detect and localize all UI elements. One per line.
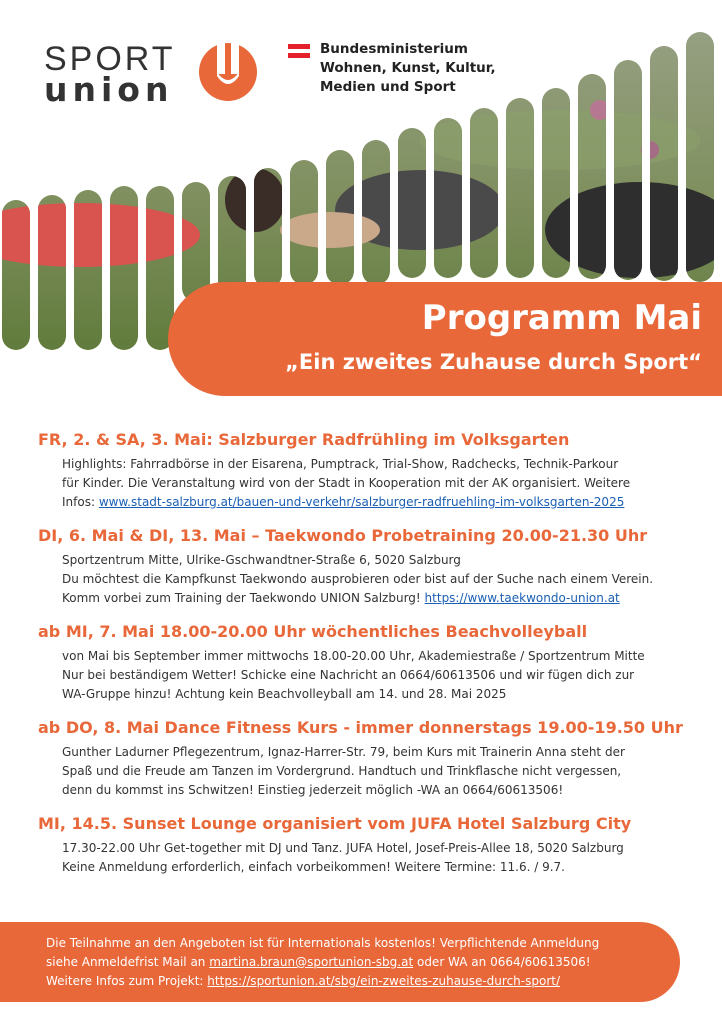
- event-description-line: Gunther Ladurner Pflegezentrum, Ignaz-Harrer-Str. 79, beim Kurs mit Trainerin Anna steht der: [62, 745, 625, 759]
- event-description-line: Sportzentrum Mitte, Ulrike-Gschwandtner-Straße 6, 5020 Salzburg: [62, 553, 461, 567]
- footer-text-fragment: oder WA an 0664/60613506!: [413, 955, 591, 969]
- event-info-label: Komm vorbei zum Training der Taekwondo UNION Salzburg!: [62, 591, 425, 605]
- ministry-line: Bundesministerium: [320, 41, 468, 57]
- footer-line: [46, 972, 599, 991]
- event-radfruehling: [38, 430, 698, 512]
- event-link[interactable]: www.stadt-salzburg.at/bauen-und-verkehr/salzburger-radfruehling-im-volksgarten-2025: [98, 495, 625, 509]
- event-title: DI, 6. Mai & DI, 13. Mai – Taekwondo Probetraining 20.00-21.30 Uhr: [38, 526, 648, 545]
- union-u-icon: [198, 42, 258, 102]
- event-title: FR, 2. & SA, 3. Mai: Salzburger Radfrühling im Volksgarten: [38, 430, 570, 449]
- ministry-line: Wohnen, Kunst, Kultur,: [320, 60, 496, 76]
- event-title: MI, 14.5. Sunset Lounge organisiert vom JUFA Hotel Salzburg City: [38, 814, 632, 833]
- footer-banner: [0, 922, 680, 1002]
- footer-project-link[interactable]: https://sportunion.at/sbg/ein-zweites-zuhause-durch-sport/: [207, 974, 561, 988]
- ministry-name: [320, 40, 496, 97]
- event-description-line: Keine Anmeldung erforderlich, einfach vorbeikommen! Weitere Termine: 11.6. / 9.7.: [62, 860, 565, 874]
- event-taekwondo: [38, 526, 698, 608]
- sport-union-logo: [44, 40, 264, 110]
- austria-flag-icon: [288, 44, 310, 58]
- event-description-line: [62, 493, 698, 512]
- footer-line: Die Teilnahme an den Angeboten ist für Internationals kostenlos! Verpflichtende Anmeldung: [46, 936, 600, 950]
- event-description-line: Du möchtest die Kampfkunst Taekwondo ausprobieren oder bist auf der Suche nach einem Verein.: [62, 572, 654, 586]
- event-description-line: WA-Gruppe hinzu! Achtung kein Beachvolleyball am 14. und 28. Mai 2025: [62, 687, 507, 701]
- footer-text-fragment: siehe Anmeldefrist Mail an: [46, 955, 210, 969]
- event-description-line: Highlights: Fahrradbörse in der Eisarena, Pumptrack, Trial-Show, Radchecks, Technik-Parkour: [62, 457, 619, 471]
- event-description-line: für Kinder. Die Veranstaltung wird von der Stadt in Kooperation mit der AK organisiert. Weitere: [62, 476, 631, 490]
- event-title: ab DO, 8. Mai Dance Fitness Kurs - immer donnerstags 19.00-19.50 Uhr: [38, 718, 683, 737]
- event-beachvolleyball: [38, 622, 698, 704]
- ministry-line: Medien und Sport: [320, 79, 456, 95]
- page-subtitle: „Ein zweites Zuhause durch Sport“: [285, 350, 702, 374]
- event-description-line: denn du kommst ins Schwitzen! Einstieg jederzeit möglich -WA an 0664/60613506!: [62, 783, 564, 797]
- event-description-line: von Mai bis September immer mittwochs 18.00-20.00 Uhr, Akademiestraße / Sportzentrum Mitte: [62, 649, 645, 663]
- event-link[interactable]: https://www.taekwondo-union.at: [424, 591, 620, 605]
- page-title: Programm Mai: [421, 298, 702, 338]
- logo-sport-text: SPORT: [44, 40, 176, 78]
- event-dance-fitness: [38, 718, 698, 800]
- event-list: [38, 430, 698, 891]
- event-description-line: Spaß und die Freude am Tanzen im Vordergrund. Handtuch und Trinkflasche nicht vergessen,: [62, 764, 622, 778]
- event-info-label: Infos:: [62, 495, 99, 509]
- footer-text: [46, 934, 599, 991]
- event-sunset-lounge: [38, 814, 698, 877]
- footer-email-link[interactable]: martina.braun@sportunion-sbg.at: [209, 955, 414, 969]
- event-description-line: Nur bei beständigem Wetter! Schicke eine Nachricht an 0664/60613506 und wir fügen dich zur: [62, 668, 635, 682]
- event-description-line: [62, 589, 698, 608]
- event-title: ab MI, 7. Mai 18.00-20.00 Uhr wöchentliches Beachvolleyball: [38, 622, 588, 641]
- event-description-line: 17.30-22.00 Uhr Get-together mit DJ und Tanz. JUFA Hotel, Josef-Preis-Allee 18, 5020 Salzburg: [62, 841, 624, 855]
- program-banner: [168, 282, 722, 396]
- footer-text-fragment: Weitere Infos zum Projekt:: [46, 974, 208, 988]
- logo-union-text: union: [44, 70, 174, 109]
- footer-line: [46, 953, 599, 972]
